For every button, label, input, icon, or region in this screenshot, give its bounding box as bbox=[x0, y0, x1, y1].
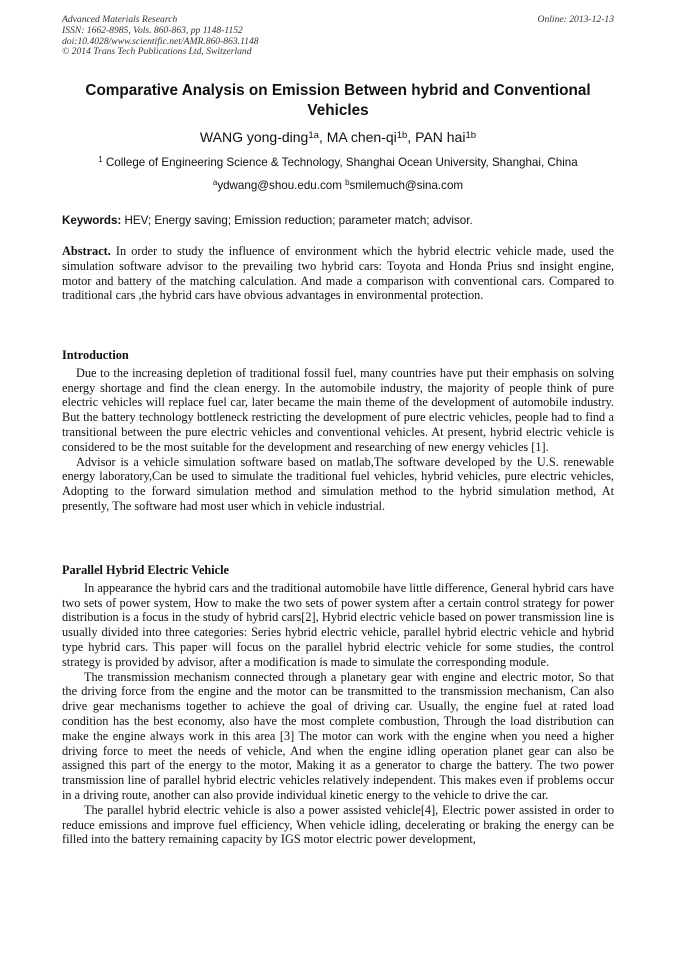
author-emails bbox=[62, 178, 614, 193]
journal-doi: doi:10.4028/www.scientific.net/AMR.860-863.1148 bbox=[62, 35, 259, 47]
introduction-section bbox=[62, 348, 614, 514]
email-a: ydwang@shou.edu.com bbox=[217, 179, 346, 192]
affiliation bbox=[62, 155, 614, 170]
author-3-sup: 1b bbox=[465, 129, 477, 141]
author-2-sup: 1b bbox=[396, 129, 408, 141]
online-date: Online: 2013-12-13 bbox=[537, 14, 614, 25]
abstract-text: In order to study the influence of environment which the hybrid electric vehicle made, used the simulation software advisor to the prevailing two hybrid cars: Toyota and Honda Prius snd insight engine, motor and battery of the matching calculation. And made a comparison with conventional cars. Compared to traditional cars ,the hybrid cars have obvious advantages in environmental protection. bbox=[62, 244, 614, 303]
journal-copyright: © 2014 Trans Tech Publications Ltd, Switzerland bbox=[62, 46, 252, 58]
abstract-paragraph bbox=[62, 244, 614, 303]
author-3-name: , PAN hai bbox=[407, 129, 466, 145]
journal-name: Advanced Materials Research bbox=[62, 14, 178, 25]
affiliation-sup: 1 bbox=[98, 155, 103, 165]
author-list bbox=[62, 128, 614, 146]
introduction-paragraph-1: Due to the increasing depletion of traditional fossil fuel, many countries have put their emphasis on solving energy shortage and find the clean energy. In the automobile industry, the majority of people think of pure electric vehicles will replace fuel car, later became the main theme of the development of automobile industry. But the battery technology bottleneck restricting the development of pure electric vehicles, people had to find a transitional between the pure electric vehicles and conventional vehicles. At present, hybrid electric vehicle is considered to be the most suitable for the development and researching of new energy vehicles [1]. bbox=[62, 365, 614, 454]
introduction-paragraph-2: Advisor is a vehicle simulation software based on matlab,The software developed by the U.S. renewable energy laboratory,Can be used to simulate the traditional fuel vehicles, hybrid vehicles, pure electric vehicles, Adopting to the forward simulation method and simulation method to the hybrid simulation method, At presently, The software had most user which in vehicle industrial. bbox=[62, 454, 614, 513]
abstract-label: Abstract. bbox=[62, 244, 111, 258]
parallel-hybrid-section bbox=[62, 563, 614, 847]
journal-header bbox=[62, 15, 614, 58]
parallel-hybrid-paragraph-2: The transmission mechanism connected through a planetary gear with engine and electric motor, So that the driving force from the engine and the motor can be transmitted to the transmission mechanism, Can also drive gear mechanisms together to achieve the goal of driving car. Usually, the engine fuel at rated load condition has the best economy, also have the most complete combustion, Through the load distribution can make the engine always work in this area [3] The motor can work with the engine when you need a higher driving force to meet the needs of vehicle, And when the engine idling operation planet gear can also be assigned this part of the energy to the motor, Making it as a generator to charge the battery. The two power transmission line of parallel hybrid electric vehicles relatively independent. This makes even if problems occur in a driving route, another can also provide individual kinetic energy to the vehicle to drive the car. bbox=[62, 669, 614, 802]
affiliation-text: College of Engineering Science & Technology, Shanghai Ocean University, Shanghai, China bbox=[102, 156, 578, 169]
keywords-text: HEV; Energy saving; Emission reduction; parameter match; advisor. bbox=[121, 214, 473, 227]
author-1-name: WANG yong-ding bbox=[199, 129, 309, 145]
author-2-name: , MA chen-qi bbox=[318, 129, 397, 145]
email-b-sup: b bbox=[345, 178, 350, 188]
keywords-label: Keywords: bbox=[62, 214, 122, 227]
author-1-sup: 1a bbox=[308, 129, 319, 141]
email-b: smilemuch@sina.com bbox=[349, 179, 464, 192]
email-a-sup: a bbox=[212, 178, 218, 188]
abstract bbox=[62, 244, 614, 303]
journal-issn: ISSN: 1662-8985, Vols. 860-863, pp 1148-1152 bbox=[62, 24, 243, 36]
keywords bbox=[62, 213, 614, 228]
parallel-hybrid-heading: Parallel Hybrid Electric Vehicle bbox=[62, 563, 229, 577]
journal-meta bbox=[62, 15, 614, 58]
parallel-hybrid-paragraph-1: In appearance the hybrid cars and the traditional automobile have little difference, General hybrid cars have two sets of power system, How to make the two sets of power system after a certain control strategy for power distribution is a focus in the study of hybrid cars[2], Hybrid electric vehicle based on power transmission line is usually divided into three categories: Series hybrid electric vehicle, parallel hybrid electric vehicle and hybrid type hybrid cars. This paper will focus on the parallel hybrid electric vehicle for some studies, the control strategy is provided by advisor, after a modification is made to simulate the corresponding module. bbox=[62, 580, 614, 669]
introduction-heading: Introduction bbox=[62, 348, 129, 362]
parallel-hybrid-paragraph-3: The parallel hybrid electric vehicle is also a power assisted vehicle[4], Electric power assisted in order to reduce emissions and improve fuel efficiency, When vehicle idling, decelerating or braking the energy can be filled into the battery remaining capacity by IGS motor electric power development, bbox=[62, 802, 614, 847]
paper-title: Comparative Analysis on Emission Between hybrid and Conventional Vehicles bbox=[85, 82, 591, 119]
